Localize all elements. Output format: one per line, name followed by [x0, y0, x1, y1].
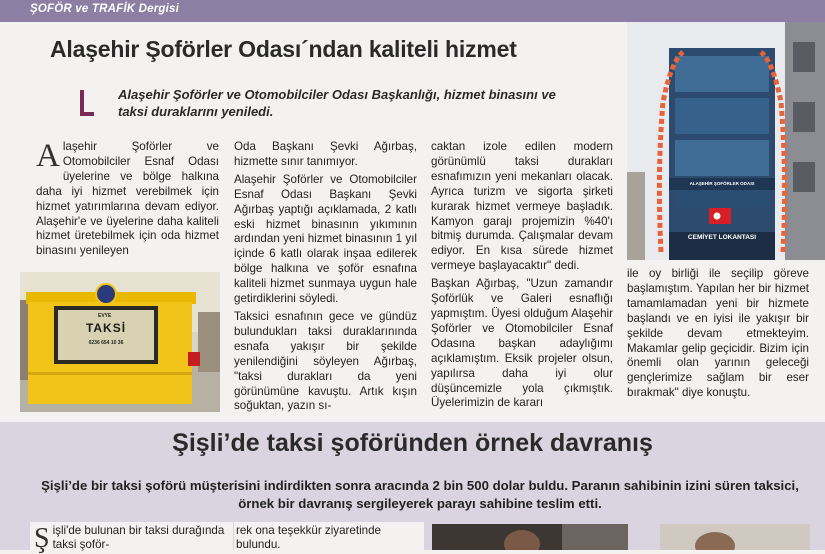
paragraph: işli'de bulunan bir taksi durağında taksi şoför- — [52, 524, 225, 551]
paragraph: Oda Başkanı Şevki Ağırbaş, hizmette sınır tanımıyor. — [234, 140, 417, 168]
paragraph: Alaşehir Şoförler ve Otomobilciler Esnaf Odası Başkanı Şevki Ağırbaş yaptığı açıklamada, 2 katlı eski hizmet binasının yıkımının ardından yeni hizmet binasının 1 yıl içinde 6 katlı olarak inşaa edilerek bölge halkına ve şoför esnafına kaliteli hizmet sunmaya uygun hale getirdiklerini söyledi. — [234, 172, 417, 306]
paragraph: Taksici esnafının gece ve gündüz bulundukları taksi duraklarınında esnafa yakışır bir şekilde yenilendiğini söyleyen Ağırbaş, "taksi durakları da yeni görünümüne kavuştu. Artık kışın soğuktan, yazın sı- — [234, 309, 417, 413]
second-article-photo-1 — [432, 524, 628, 550]
article-column-3 — [431, 140, 613, 414]
chamber-building-photo — [627, 22, 825, 260]
second-article-column-2 — [234, 522, 424, 552]
dropcap: Ş — [34, 523, 50, 554]
paragraph: laşehir Şoförler ve Otomobilciler Esnaf Odası üyelerine ve bölge halkına daha iyi hizmet verebilmek için hizmet yatırımlarına devam ediyor. Alaşehir'e ve üyelerine daha kaliteli hizmet üretebilmek için oda hizmet binasını yenileyen — [36, 140, 219, 258]
paragraph: rek ona teşekkür ziyaretinde bulundu. — [236, 524, 381, 551]
second-article-lead: Şişli’de bir taksi şoförü müşterisini indirdikten sonra aracında 2 bin 500 dolar buldu. Paranın sahibinin izini süren taksici, örnek bir davranış sergileyerek parayı sahibine teslim etti. — [41, 478, 799, 511]
dropcap: A — [36, 138, 60, 174]
article-lead: Alaşehir Şoförler ve Otomobilciler Odası Başkanlığı, hizmet binasını ve taksi duraklarını yeniledi. — [118, 87, 556, 119]
taxi-sign-phone: 0236 654 10 36 — [88, 340, 124, 346]
second-article-photo-2 — [660, 524, 810, 550]
article-column-1 — [36, 140, 219, 259]
paragraph: caktan izole edilen modern görünümlü taksi durakları esnafımızın yeni mekanları olacak. Ayrıca turizm ve sigorta şirketi kurarak hizmet vermeye başladık. Kamyon garajı projemizin %40'ı bitmiş durumda. Çalışmalar devam ediyor. En kısa sürede hizmet vermeye başlayacaktır" dedi. — [431, 140, 613, 273]
paragraph: Başkan Ağırbaş, "Uzun zamandır Şoförlük ve Galeri esnaflığı yapmıştım. Üyesi olduğum Alaşehir Şoförler ve Otomobilciler Esnaf Odasına başkan adaylığımı açıklamıştım. Eksik projeler olsun, yapılırsa daha iyi olur düşüncemizle yola çıkmıştık. Üyelerimizin de kararı — [431, 277, 613, 410]
building-banner-text: ALAŞEHİR ŞOFÖRLER ODASI — [689, 181, 755, 186]
taxi-stand-photo — [20, 272, 220, 412]
restaurant-sign-text: CEMİYET LOKANTASI — [687, 234, 757, 241]
article-column-2 — [234, 140, 417, 417]
taxi-sign-small: EVYE — [98, 313, 112, 319]
paragraph: ile oy birliği ile seçilip göreve başlamıştım. Yapılan her bir hizmet tamamlamadan yeni bir hizmete başlandı ve en iyisi ile yakışır bir şekilde devam etmekteyim. Makamlar gelip geçicidir. Bizim için önemli olan yarının geleceği gençlerimize sağlam bir eser bırakmak" diye konuştu. — [627, 267, 809, 400]
second-article-title: Şişli’de taksi şoföründen örnek davranış — [172, 429, 653, 457]
taxi-sign-title: TAKSİ — [85, 321, 127, 335]
second-article-column-1 — [30, 522, 233, 552]
lead-bracket-ornament — [80, 90, 94, 116]
article-title: Alaşehir Şoförler Odası´ndan kaliteli hizmet — [50, 36, 517, 62]
article-column-4 — [627, 267, 809, 404]
magazine-header-band — [0, 0, 825, 22]
magazine-name: ŞOFÖR ve TRAFİK Dergisi — [30, 3, 180, 15]
